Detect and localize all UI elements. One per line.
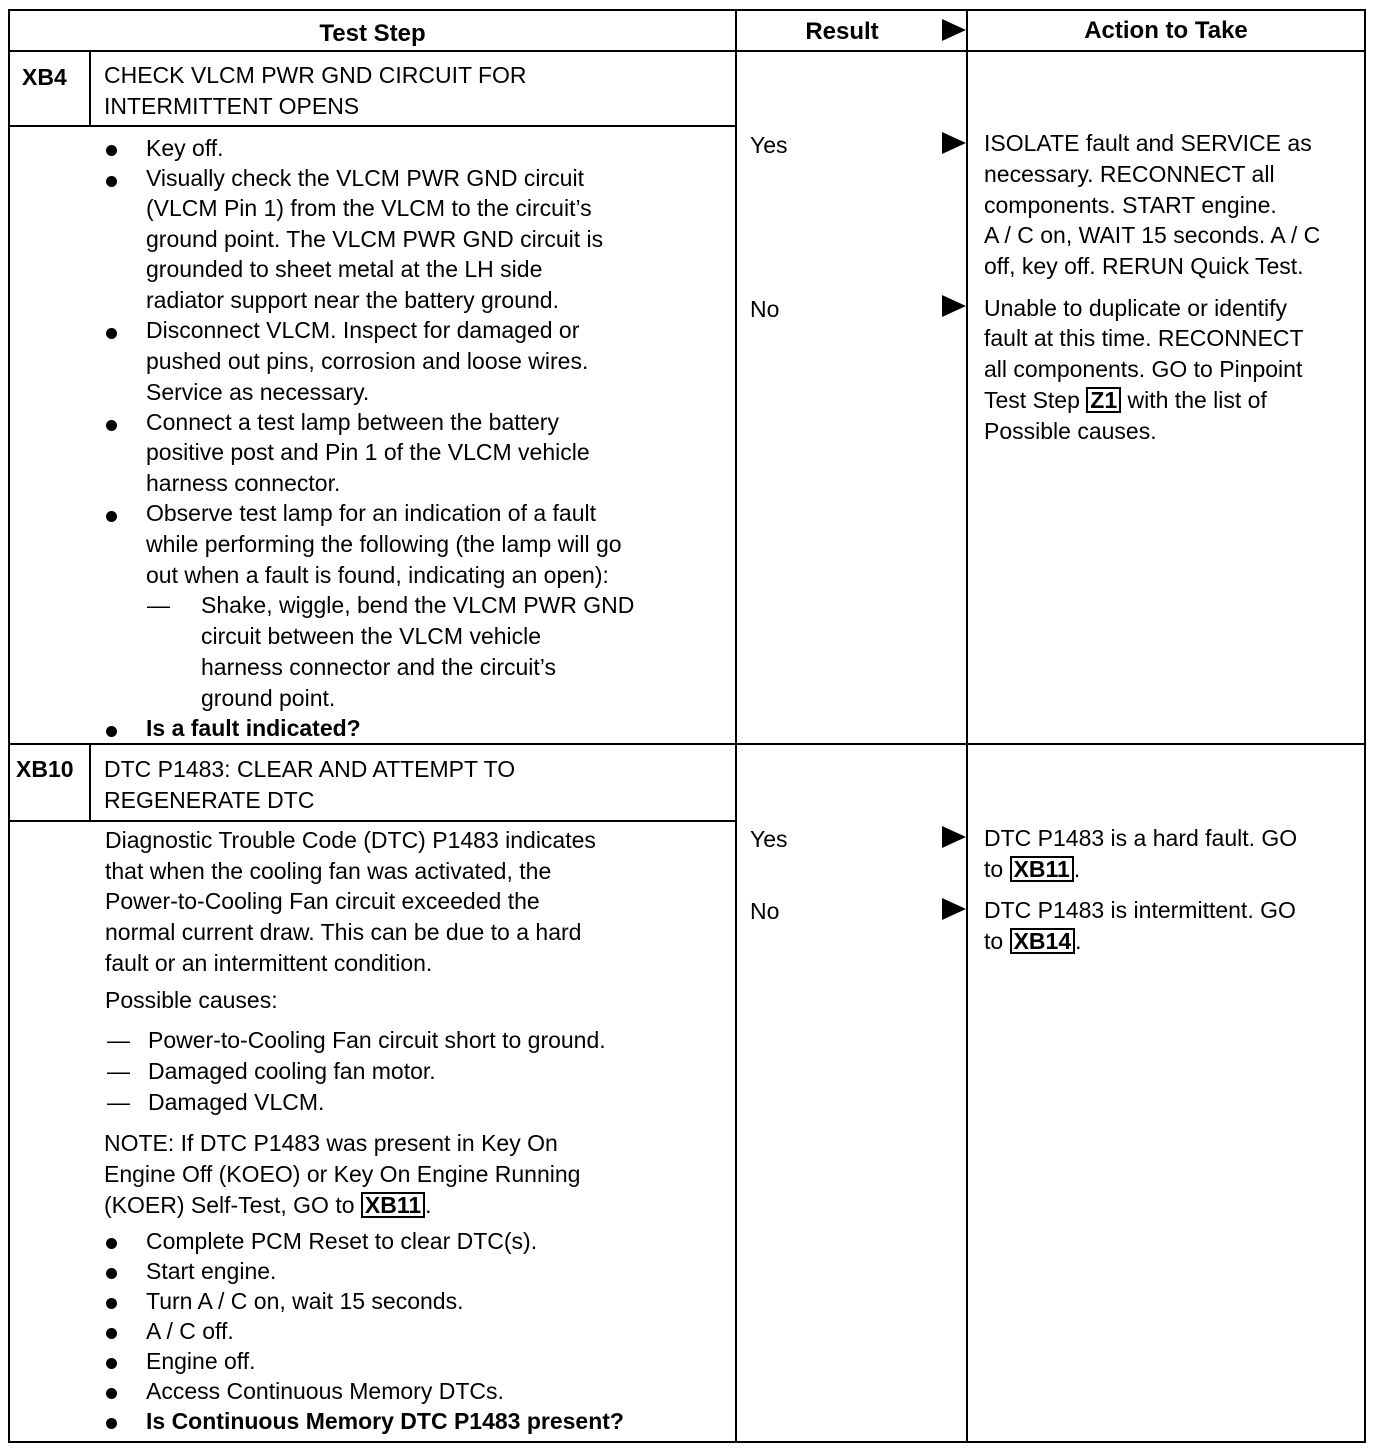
header-result: Result bbox=[805, 18, 879, 45]
column-divider-result bbox=[735, 9, 737, 1443]
xb4-line: while performing the following (the lamp will go bbox=[146, 531, 622, 557]
xb10-note-line: Engine Off (KOEO) or Key On Engine Running bbox=[104, 1161, 581, 1187]
bullet-icon bbox=[106, 1238, 117, 1249]
bullet-icon bbox=[106, 1268, 117, 1279]
dash-icon: — bbox=[107, 1027, 130, 1053]
xb10-action-yes-text: to bbox=[984, 856, 1004, 882]
header-action: Action to Take bbox=[1084, 17, 1248, 44]
bullet-icon bbox=[106, 328, 117, 339]
xb4-action-yes-line: necessary. RECONNECT all bbox=[984, 161, 1275, 187]
xb10-note-line bbox=[104, 1190, 432, 1221]
xb4-line: Observe test lamp for an indication of a fault bbox=[146, 500, 597, 526]
bullet-icon bbox=[106, 1328, 117, 1339]
xb10-step-id: XB10 bbox=[16, 756, 74, 782]
xb10-cause: Power-to-Cooling Fan circuit short to ground. bbox=[148, 1027, 606, 1053]
bullet-icon bbox=[106, 145, 117, 156]
xb10-cause: Damaged cooling fan motor. bbox=[148, 1058, 436, 1084]
xb10-question: Is Continuous Memory DTC P1483 present? bbox=[146, 1408, 624, 1434]
arrow-right-icon bbox=[942, 826, 966, 848]
xb10-intro-line: fault or an intermittent condition. bbox=[105, 950, 433, 976]
table-border-left bbox=[8, 9, 10, 1443]
xb4-step-id: XB4 bbox=[22, 64, 67, 90]
dash-icon: — bbox=[147, 592, 170, 618]
xb10-bullet: Access Continuous Memory DTCs. bbox=[146, 1378, 504, 1404]
table-border-top bbox=[8, 9, 1366, 11]
xb4-action-no-line: Unable to duplicate or identify bbox=[984, 295, 1288, 321]
xb10-action-yes-line: DTC P1483 is a hard fault. GO bbox=[984, 825, 1298, 851]
xb10-bullet: Start engine. bbox=[146, 1258, 277, 1284]
xb4-line: Shake, wiggle, bend the VLCM PWR GND bbox=[201, 592, 635, 618]
bullet-icon bbox=[106, 1298, 117, 1309]
xb4-line: harness connector and the circuit’s bbox=[201, 654, 556, 680]
xb4-line: radiator support near the battery ground. bbox=[146, 287, 559, 313]
arrow-right-icon bbox=[942, 898, 966, 920]
arrow-right-icon bbox=[942, 295, 966, 317]
bullet-icon bbox=[106, 1418, 117, 1429]
dash-icon: — bbox=[107, 1089, 130, 1115]
bullet-icon bbox=[106, 176, 117, 187]
xb4-action-no-text: with the list of bbox=[1127, 387, 1267, 413]
arrow-right-icon bbox=[942, 19, 966, 41]
xb4-line: positive post and Pin 1 of the VLCM vehicle bbox=[146, 439, 590, 465]
xb10-bullet: Complete PCM Reset to clear DTC(s). bbox=[146, 1228, 538, 1254]
xb4-title-underline bbox=[8, 125, 736, 127]
xb4-title-line-2: INTERMITTENT OPENS bbox=[104, 93, 360, 119]
xb4-action-yes-line: components. START engine. bbox=[984, 192, 1277, 218]
bullet-icon bbox=[106, 726, 117, 737]
xb4-line: (VLCM Pin 1) from the VLCM to the circuit’s bbox=[146, 195, 592, 221]
table-border-right bbox=[1364, 9, 1366, 1443]
xb10-action-yes-line bbox=[984, 854, 1080, 885]
xb10-action-no-line: DTC P1483 is intermittent. GO bbox=[984, 897, 1296, 923]
xb10-note-line: NOTE: If DTC P1483 was present in Key On bbox=[104, 1130, 558, 1156]
xb4-title-line-1: CHECK VLCM PWR GND CIRCUIT FOR bbox=[104, 62, 527, 88]
xb10-action-yes-period: . bbox=[1073, 856, 1081, 882]
xb10-possible-causes: Possible causes: bbox=[105, 987, 278, 1013]
xb4-question: Is a fault indicated? bbox=[146, 715, 361, 741]
arrow-right-icon bbox=[942, 132, 966, 154]
xb4-action-no-line: fault at this time. RECONNECT bbox=[984, 325, 1304, 351]
xb4-action-no-text: Test Step bbox=[984, 387, 1080, 413]
header-test-step: Test Step bbox=[319, 20, 426, 47]
xb4-line: out when a fault is found, indicating an open): bbox=[146, 562, 609, 588]
xb10-note-period: . bbox=[425, 1192, 432, 1218]
xb10-result-no: No bbox=[750, 898, 780, 924]
xb10-bullet: A / C off. bbox=[146, 1318, 234, 1344]
xb10-intro-line: normal current draw. This can be due to a hard bbox=[105, 919, 582, 945]
xb10-action-no-text: to bbox=[984, 928, 1004, 954]
bullet-icon bbox=[106, 1388, 117, 1399]
xb10-title-underline bbox=[8, 820, 736, 822]
xb4-id-divider bbox=[89, 52, 91, 127]
xb4-line: ground point. bbox=[201, 685, 336, 711]
column-divider-action bbox=[966, 9, 968, 1443]
xb10-note-text: (KOER) Self-Test, GO to bbox=[104, 1192, 355, 1218]
xb10-id-divider bbox=[89, 745, 91, 822]
xb4-line: ground point. The VLCM PWR GND circuit is bbox=[146, 226, 604, 252]
bullet-icon bbox=[106, 511, 117, 522]
xb4-action-yes-line: A / C on, WAIT 15 seconds. A / C bbox=[984, 222, 1321, 248]
bullet-icon bbox=[106, 420, 117, 431]
dash-icon: — bbox=[107, 1058, 130, 1084]
xb4-line: Connect a test lamp between the battery bbox=[146, 409, 559, 435]
step-ref-xb14-link[interactable]: XB14 bbox=[1010, 928, 1076, 954]
xb4-line: Service as necessary. bbox=[146, 379, 370, 405]
xb4-action-no-line: all components. GO to Pinpoint bbox=[984, 356, 1303, 382]
xb10-cause: Damaged VLCM. bbox=[148, 1089, 325, 1115]
xb4-action-no-line: Possible causes. bbox=[984, 418, 1157, 444]
xb10-result-yes: Yes bbox=[750, 826, 788, 852]
xb10-title-line-2: REGENERATE DTC bbox=[104, 787, 315, 813]
xb4-line: Key off. bbox=[146, 135, 224, 161]
xb4-line: pushed out pins, corrosion and loose wires. bbox=[146, 348, 589, 374]
xb10-action-no-period: . bbox=[1075, 928, 1082, 954]
xb10-intro-line: Diagnostic Trouble Code (DTC) P1483 indicates bbox=[105, 827, 596, 853]
xb4-line: circuit between the VLCM vehicle bbox=[201, 623, 542, 649]
xb10-title-line-1: DTC P1483: CLEAR AND ATTEMPT TO bbox=[104, 756, 516, 782]
step-ref-z1-link[interactable]: Z1 bbox=[1086, 387, 1121, 413]
xb4-result-yes: Yes bbox=[750, 132, 788, 158]
header-separator bbox=[8, 50, 1366, 52]
step-ref-xb11-link[interactable]: XB11 bbox=[361, 1192, 425, 1218]
step-ref-xb11-link[interactable]: XB11 bbox=[1010, 856, 1074, 882]
xb4-action-no-line bbox=[984, 385, 1267, 416]
xb10-intro-line: Power-to-Cooling Fan circuit exceeded the bbox=[105, 888, 540, 914]
xb4-action-yes-line: ISOLATE fault and SERVICE as bbox=[984, 130, 1312, 156]
xb10-bullet: Engine off. bbox=[146, 1348, 256, 1374]
bullet-icon bbox=[106, 1358, 117, 1369]
xb4-line: harness connector. bbox=[146, 470, 341, 496]
table-border-bottom bbox=[8, 1441, 1366, 1443]
xb4-result-no: No bbox=[750, 296, 780, 322]
xb4-line: Disconnect VLCM. Inspect for damaged or bbox=[146, 317, 580, 343]
xb10-bullet: Turn A / C on, wait 15 seconds. bbox=[146, 1288, 464, 1314]
xb4-line: grounded to sheet metal at the LH side bbox=[146, 256, 543, 282]
xb4-line: Visually check the VLCM PWR GND circuit bbox=[146, 165, 584, 191]
xb4-action-yes-line: off, key off. RERUN Quick Test. bbox=[984, 253, 1304, 279]
xb10-intro-line: that when the cooling fan was activated, the bbox=[105, 858, 552, 884]
xb10-action-no-line bbox=[984, 926, 1082, 957]
